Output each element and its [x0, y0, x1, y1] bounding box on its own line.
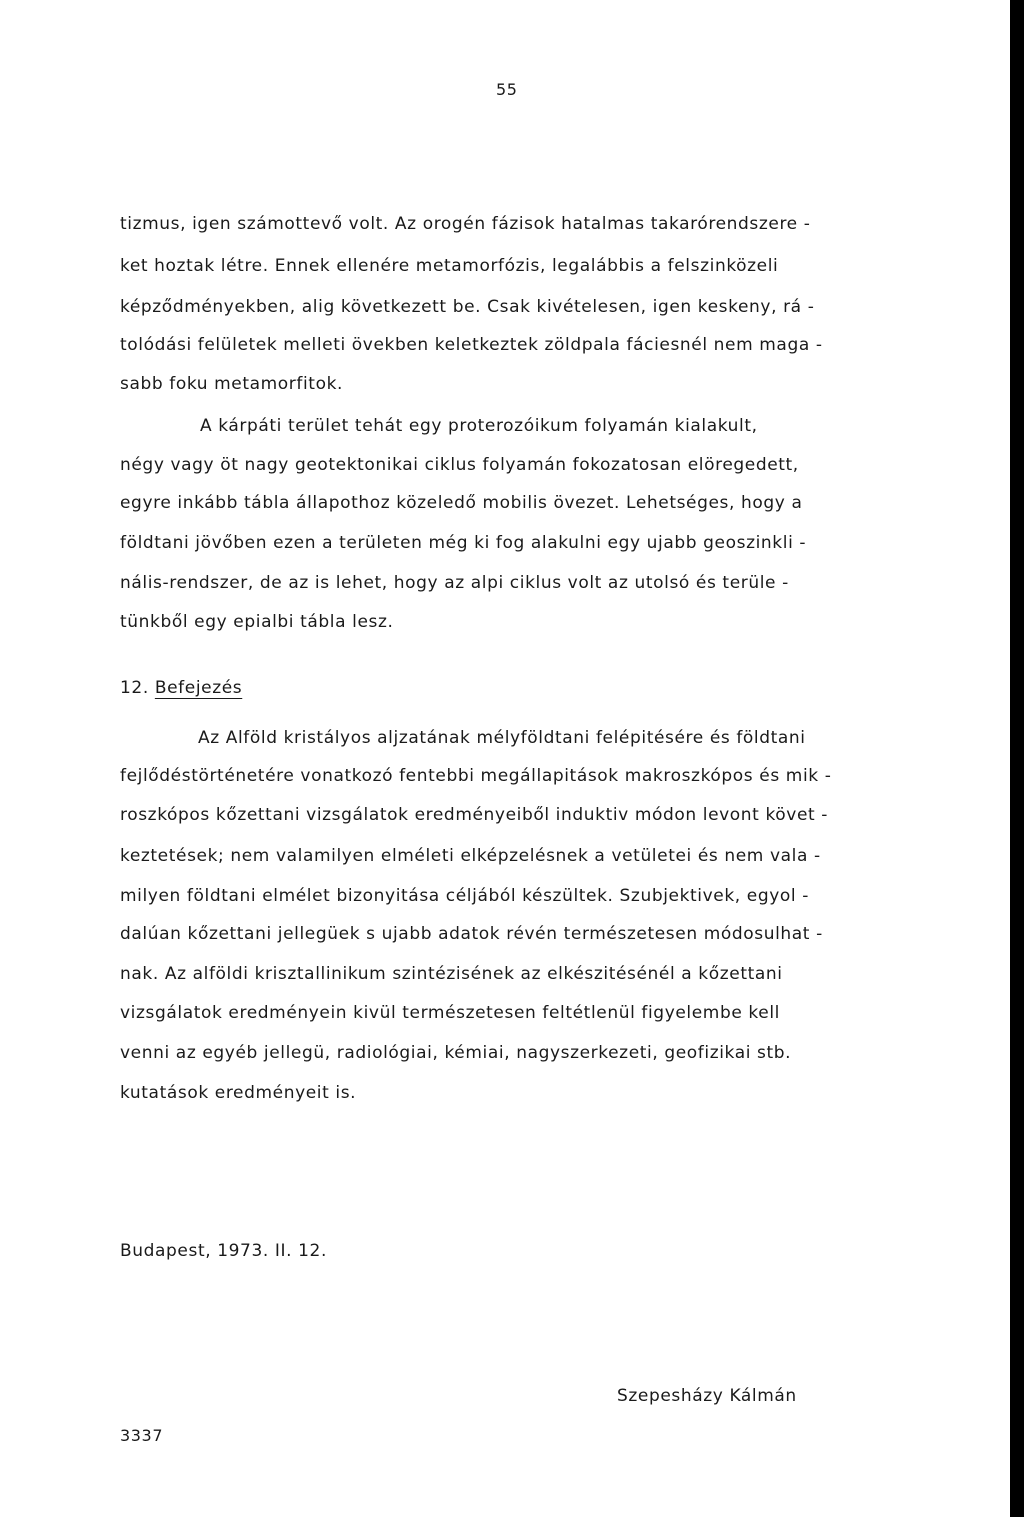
author-signature: Szepesházy Kálmán: [617, 1386, 797, 1406]
place-date: Budapest, 1973. II. 12.: [120, 1241, 327, 1261]
conclusion-line: keztetések; nem valamilyen elméleti elképzelésnek a vetületei és nem vala -: [120, 846, 821, 866]
body-line: tolódási felületek melleti övekben keletkeztek zöldpala fáciesnél nem maga -: [120, 335, 823, 355]
footer-code: 3337: [120, 1426, 164, 1445]
conclusion-line: milyen földtani elmélet bizonyitása céljából készültek. Szubjektivek, egyol -: [120, 886, 809, 906]
conclusion-line: venni az egyéb jellegü, radiológiai, kémiai, nagyszerkezeti, geofizikai stb.: [120, 1043, 792, 1063]
body-line: nális-rendszer, de az is lehet, hogy az alpi ciklus volt az utolsó és terüle -: [120, 573, 789, 593]
body-line: ket hoztak létre. Ennek ellenére metamorfózis, legalábbis a felszinközeli: [120, 256, 779, 276]
page-number: 55: [496, 80, 518, 99]
body-line: négy vagy öt nagy geotektonikai ciklus folyamán fokozatosan elöregedett,: [120, 455, 799, 475]
body-line: képződményekben, alig következett be. Csak kivételesen, igen keskeny, rá -: [120, 297, 815, 317]
conclusion-line: vizsgálatok eredményein kivül természetesen feltétlenül figyelembe kell: [120, 1003, 780, 1023]
conclusion-line: fejlődéstörténetére vonatkozó fentebbi megállapitások makroszkópos és mik -: [120, 766, 832, 786]
body-line: sabb foku metamorfitok.: [120, 374, 344, 394]
conclusion-line: Az Alföld kristályos aljzatának mélyföldtani felépitésére és földtani: [198, 728, 806, 748]
conclusion-line: nak. Az alföldi krisztallinikum szintézisének az elkészitésénél a kőzettani: [120, 964, 783, 984]
section-heading: [120, 676, 242, 700]
body-line: A kárpáti terület tehát egy proterozóikum folyamán kialakult,: [200, 416, 758, 436]
body-line: földtani jövőben ezen a területen még ki fog alakulni egy ujabb geoszinkli -: [120, 533, 807, 553]
section-title: Befejezés: [154, 678, 243, 698]
conclusion-line: roszkópos kőzettani vizsgálatok eredményeiből induktiv módon levont követ -: [120, 805, 829, 825]
body-line: egyre inkább tábla állapothoz közeledő mobilis övezet. Lehetséges, hogy a: [120, 493, 803, 513]
body-line: tünkből egy epialbi tábla lesz.: [120, 612, 394, 632]
conclusion-line: kutatások eredményeit is.: [120, 1083, 357, 1103]
section-number: 12.: [120, 678, 149, 698]
body-line: tizmus, igen számottevő volt. Az orogén fázisok hatalmas takarórendszere -: [120, 214, 811, 234]
conclusion-line: dalúan kőzettani jellegüek s ujabb adatok révén természetesen módosulhat -: [120, 924, 823, 944]
